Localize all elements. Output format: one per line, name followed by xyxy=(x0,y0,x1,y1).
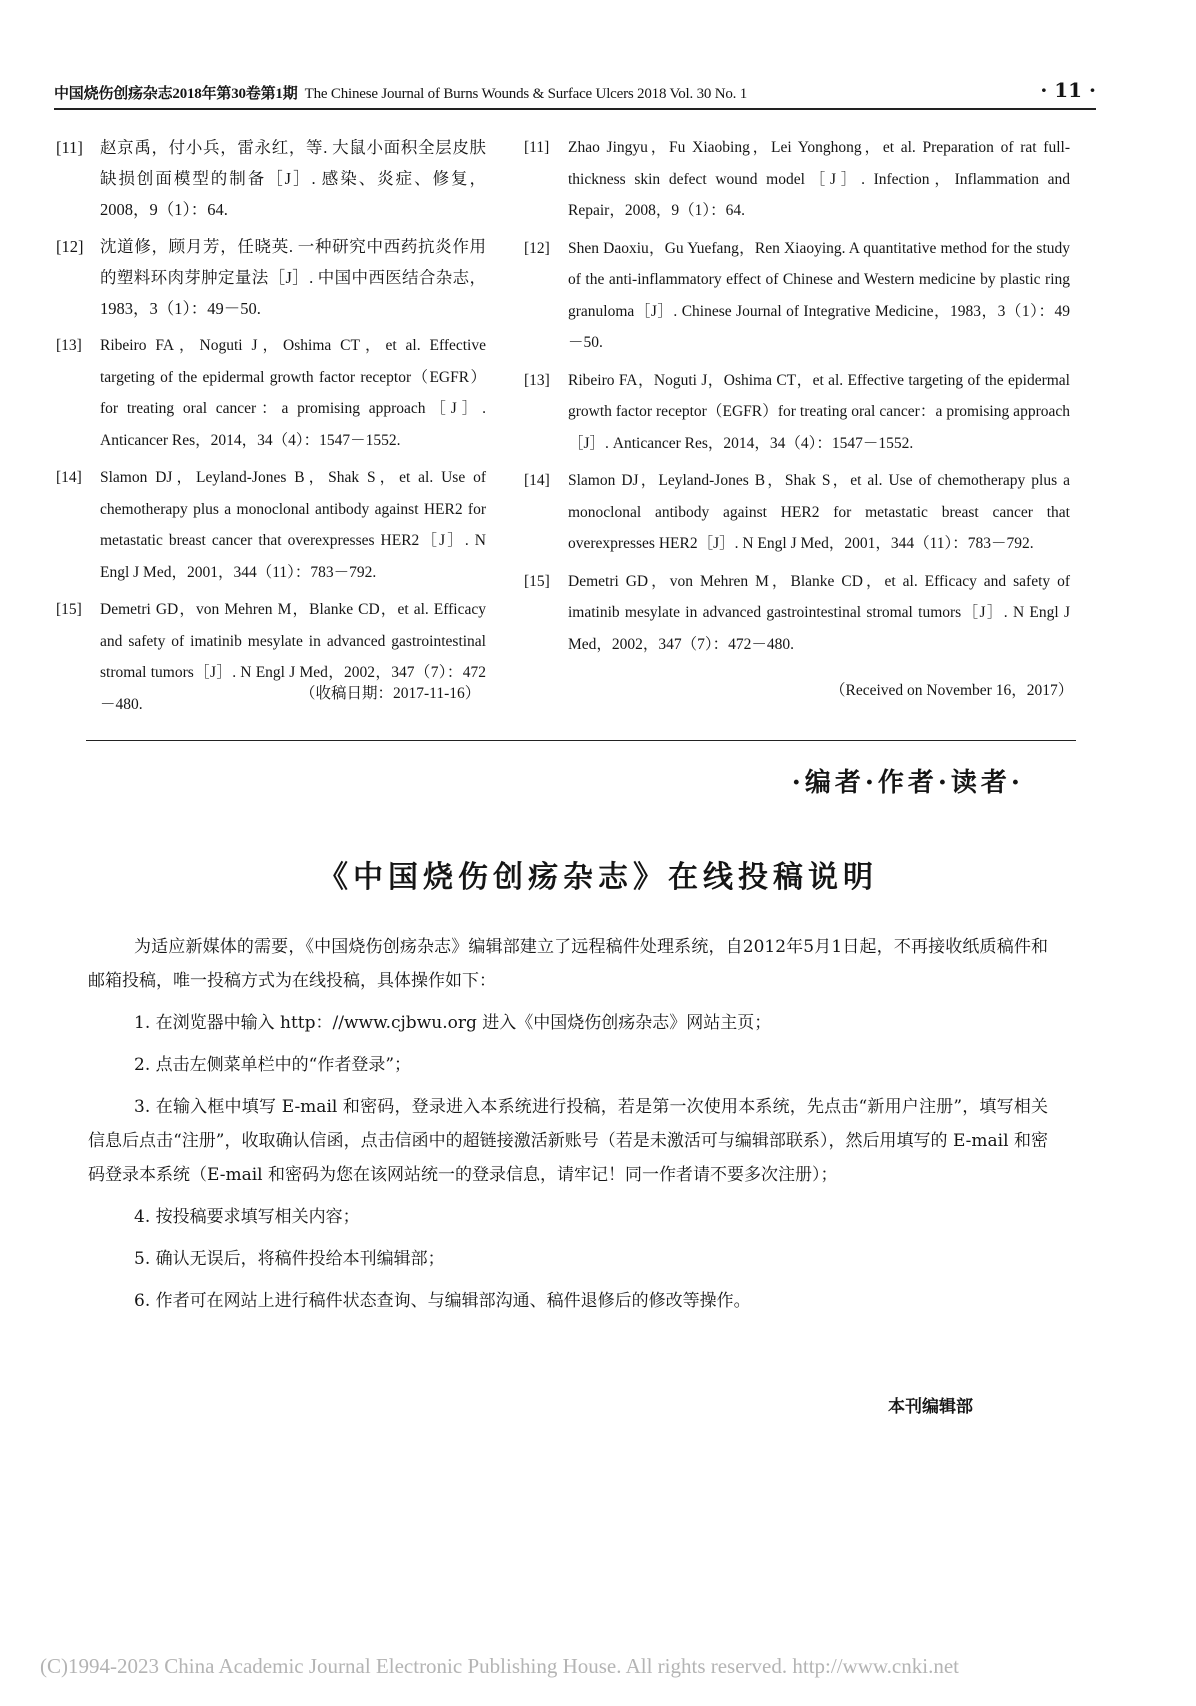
reference-text: Ribeiro FA，Noguti J，Oshima CT，et al. Effective targeting of the epidermal growth factor receptor（EGFR）for treating oral cancer：a promising approach［J］. Anticancer Res，2014，34（4）：1547－1552. xyxy=(568,371,1070,452)
references-cn-column xyxy=(56,132,486,726)
running-header xyxy=(54,80,1096,110)
reference-number: [13] xyxy=(56,337,82,354)
reference-text: Slamon DJ，Leyland-Jones B，Shak S，et al. Use of chemotherapy plus a monoclonal antibody against HER2 for metastatic breast cancer that overexpresses HER2［J］. N Engl J Med，2001，344（11）：783－792. xyxy=(100,469,486,581)
notice-title: 《中国烧伤创疡杂志》在线投稿说明 xyxy=(318,860,878,895)
received-date-cn: （收稿日期：2017-11-16） xyxy=(300,685,481,702)
notice-step: 3. 在输入框中填写 E-mail 和密码，登录进入本系统进行投稿，若是第一次使用本系统，先点击“新用户注册”，填写相关信息后点击“注册”，收取确认信函，点击信函中的超链接激活新账号（若是未激活可与编辑部联系），然后用填写的 E-mail 和密码登录本系统（E-mail 和密码为您在该网站统一的登录信息，请牢记！同一作者请不要多次注册）； xyxy=(88,1097,1048,1185)
notice-intro: 为适应新媒体的需要，《中国烧伤创疡杂志》编辑部建立了远程稿件处理系统，自2012年5月1日起，不再接收纸质稿件和邮箱投稿，唯一投稿方式为在线投稿，具体操作如下： xyxy=(88,937,1048,991)
notice-step: 4. 按投稿要求填写相关内容； xyxy=(134,1207,360,1227)
notice-step: 1. 在浏览器中输入 http：//www.cjbwu.org 进入《中国烧伤创疡杂志》网站主页； xyxy=(134,1013,772,1033)
reference-number: [14] xyxy=(56,469,82,486)
reference-text: Slamon DJ，Leyland-Jones B，Shak S，et al. Use of chemotherapy plus a monoclonal antibody against HER2 for metastatic breast cancer that overexpresses HER2［J］. N Engl J Med，2001，344（11）：783－792. xyxy=(568,472,1070,552)
copyright-watermark: (C)1994-2023 China Academic Journal Electronic Publishing House. All rights reserved. http://www.cnki.net xyxy=(40,1654,959,1678)
received-date-en: （Received on November 16，2017） xyxy=(830,682,1074,699)
reference-number: [11] xyxy=(524,139,550,156)
notice-step: 2. 点击左侧菜单栏中的“作者登录”； xyxy=(134,1055,412,1075)
reference-item xyxy=(56,462,486,588)
reference-item xyxy=(524,132,1070,227)
reference-number: [11] xyxy=(56,138,83,157)
notice-body xyxy=(88,930,1048,1326)
reference-text: 赵京禹，付小兵，雷永红，等. 大鼠小面积全层皮肤缺损创面模型的制备［J］. 感染、炎症、修复，2008，9（1）：64. xyxy=(100,138,486,219)
reference-number: [13] xyxy=(524,371,550,389)
reference-number: [12] xyxy=(56,237,84,256)
page-number: · 11 · xyxy=(1040,78,1096,102)
reference-number: [15] xyxy=(56,601,82,618)
reference-text: Demetri GD，von Mehren M，Blanke CD，et al. Efficacy and safety of imatinib mesylate in advanced gastrointestinal stromal tumors［J］. N Engl J Med，2002，347（7）：472－480. xyxy=(568,572,1070,653)
column-banner: ·编者·作者·读者· xyxy=(791,768,1024,798)
journal-citation xyxy=(54,82,747,103)
section-divider xyxy=(86,740,1076,741)
reference-item xyxy=(524,365,1070,460)
reference-item xyxy=(56,231,486,324)
reference-text: Ribeiro FA，Noguti J，Oshima CT，et al. Effective targeting of the epidermal growth factor receptor（EGFR）for treating oral cancer：a promising approach［J］. Anticancer Res，2014，34（4）：1547－1552. xyxy=(100,337,486,449)
reference-number: [15] xyxy=(524,572,550,590)
reference-item xyxy=(524,465,1070,560)
reference-text: 沈道修，顾月芳，任晓英. 一种研究中西药抗炎作用的塑料环肉芽肿定量法［J］. 中国中西医结合杂志，1983，3（1）：49－50. xyxy=(100,237,486,318)
reference-item xyxy=(524,566,1070,661)
reference-text: Zhao Jingyu，Fu Xiaobing，Lei Yonghong，et al. Preparation of rat full-thickness skin defect wound model［J］. Infection，Inflammation and Repair，2008，9（1）：64. xyxy=(568,139,1070,219)
reference-text: Shen Daoxiu，Gu Yuefang，Ren Xiaoying. A quantitative method for the study of the anti-inflammatory effect of Chinese and Western medicine by plastic ring granuloma［J］. Chinese Journal of Integrative Medicine，1983，3（1）：49－50. xyxy=(568,239,1070,351)
references-en-column xyxy=(524,132,1070,666)
notice-step: 6. 作者可在网站上进行稿件状态查询、与编辑部沟通、稿件退修后的修改等操作。 xyxy=(134,1291,751,1311)
reference-text: Demetri GD，von Mehren M，Blanke CD，et al. Efficacy and safety of imatinib mesylate in advanced gastrointestinal stromal tumors［J］. N Engl J Med，2002，347（7）：472－480. xyxy=(100,601,486,713)
notice-step: 5. 确认无误后，将稿件投给本刊编辑部； xyxy=(134,1249,445,1269)
reference-item xyxy=(56,132,486,225)
reference-number: [14] xyxy=(524,472,550,489)
notice-signature: 本刊编辑部 xyxy=(888,1397,973,1417)
reference-item xyxy=(56,330,486,456)
journal-title-en: The Chinese Journal of Burns Wounds & Surface Ulcers 2018 Vol. 30 No. 1 xyxy=(304,86,748,102)
reference-item xyxy=(524,233,1070,359)
journal-title-cn: 中国烧伤创疡杂志2018年第30卷第1期 xyxy=(54,86,298,102)
reference-number: [12] xyxy=(524,239,550,257)
